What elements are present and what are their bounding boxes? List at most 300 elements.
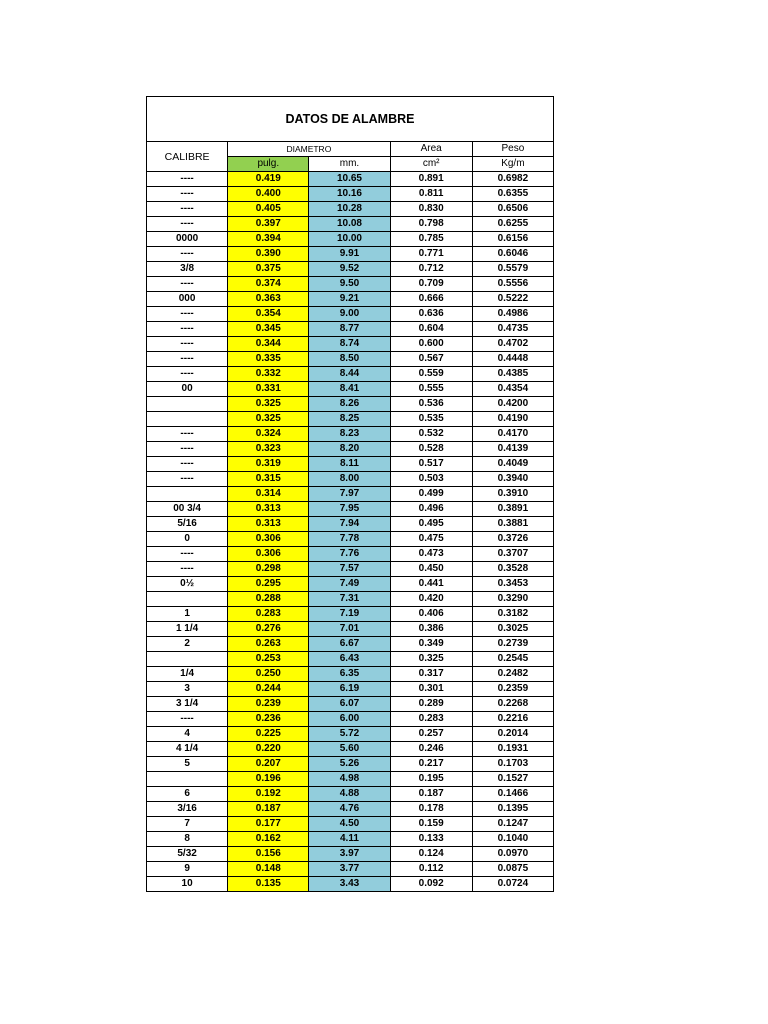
area-cell: 0.666 (390, 292, 472, 307)
table-row (147, 502, 554, 517)
table-row (147, 802, 554, 817)
mm-cell: 9.52 (309, 262, 390, 277)
calibre-cell: ---- (147, 322, 228, 337)
table-row (147, 352, 554, 367)
area-cell: 0.124 (390, 847, 472, 862)
calibre-cell (147, 592, 228, 607)
table-row (147, 667, 554, 682)
calibre-cell: 4 1/4 (147, 742, 228, 757)
pulg-cell: 0.345 (228, 322, 309, 337)
peso-cell: 0.0875 (472, 862, 553, 877)
mm-cell: 6.19 (309, 682, 390, 697)
pulg-cell: 0.375 (228, 262, 309, 277)
table-row (147, 682, 554, 697)
mm-cell: 7.31 (309, 592, 390, 607)
area-cell: 0.386 (390, 622, 472, 637)
calibre-cell: 10 (147, 877, 228, 892)
pulg-cell: 0.313 (228, 517, 309, 532)
calibre-cell (147, 652, 228, 667)
mm-cell: 8.26 (309, 397, 390, 412)
pulg-cell: 0.394 (228, 232, 309, 247)
area-header: Area (390, 142, 472, 157)
mm-cell: 5.26 (309, 757, 390, 772)
table-row (147, 382, 554, 397)
peso-cell: 0.3453 (472, 577, 553, 592)
calibre-cell: ---- (147, 352, 228, 367)
calibre-cell: ---- (147, 217, 228, 232)
area-cell: 0.567 (390, 352, 472, 367)
table-row (147, 517, 554, 532)
pulg-cell: 0.135 (228, 877, 309, 892)
mm-cell: 4.88 (309, 787, 390, 802)
peso-cell: 0.4354 (472, 382, 553, 397)
pulg-cell: 0.400 (228, 187, 309, 202)
calibre-cell: 8 (147, 832, 228, 847)
area-cell: 0.349 (390, 637, 472, 652)
pulg-cell: 0.405 (228, 202, 309, 217)
pulg-cell: 0.374 (228, 277, 309, 292)
mm-cell: 9.21 (309, 292, 390, 307)
peso-cell: 0.1247 (472, 817, 553, 832)
pulg-cell: 0.344 (228, 337, 309, 352)
peso-cell: 0.2739 (472, 637, 553, 652)
peso-cell: 0.3182 (472, 607, 553, 622)
area-cell: 0.891 (390, 172, 472, 187)
table-row (147, 772, 554, 787)
pulg-cell: 0.419 (228, 172, 309, 187)
calibre-cell: ---- (147, 442, 228, 457)
calibre-cell: 5 (147, 757, 228, 772)
calibre-cell: 00 (147, 382, 228, 397)
calibre-cell: ---- (147, 427, 228, 442)
calibre-cell: 1 (147, 607, 228, 622)
peso-cell: 0.6046 (472, 247, 553, 262)
area-cell: 0.496 (390, 502, 472, 517)
table-row (147, 202, 554, 217)
wire-data-table (146, 141, 554, 892)
pulg-cell: 0.313 (228, 502, 309, 517)
mm-cell: 7.76 (309, 547, 390, 562)
peso-cell: 0.6506 (472, 202, 553, 217)
table-row (147, 832, 554, 847)
pulg-cell: 0.325 (228, 397, 309, 412)
mm-cell: 7.57 (309, 562, 390, 577)
calibre-cell: 5/16 (147, 517, 228, 532)
area-cell: 0.159 (390, 817, 472, 832)
area-cell: 0.133 (390, 832, 472, 847)
peso-cell: 0.2359 (472, 682, 553, 697)
calibre-cell: ---- (147, 547, 228, 562)
peso-cell: 0.1395 (472, 802, 553, 817)
table-row (147, 427, 554, 442)
table-row (147, 247, 554, 262)
peso-cell: 0.6156 (472, 232, 553, 247)
pulg-cell: 0.332 (228, 367, 309, 382)
calibre-cell: ---- (147, 712, 228, 727)
pulg-cell: 0.192 (228, 787, 309, 802)
pulg-cell: 0.220 (228, 742, 309, 757)
pulg-cell: 0.363 (228, 292, 309, 307)
calibre-cell: ---- (147, 457, 228, 472)
sheet-title: DATOS DE ALAMBRE (146, 96, 554, 141)
pulg-cell: 0.177 (228, 817, 309, 832)
area-cell: 0.532 (390, 427, 472, 442)
calibre-header: CALIBRE (147, 142, 228, 172)
peso-cell: 0.1527 (472, 772, 553, 787)
pulg-cell: 0.207 (228, 757, 309, 772)
calibre-cell: 3 (147, 682, 228, 697)
peso-cell: 0.4986 (472, 307, 553, 322)
area-cell: 0.246 (390, 742, 472, 757)
peso-cell: 0.4049 (472, 457, 553, 472)
pulg-cell: 0.314 (228, 487, 309, 502)
calibre-cell (147, 412, 228, 427)
mm-cell: 7.19 (309, 607, 390, 622)
pulg-cell: 0.306 (228, 532, 309, 547)
table-row (147, 472, 554, 487)
area-cell: 0.441 (390, 577, 472, 592)
calibre-cell: ---- (147, 337, 228, 352)
area-cell: 0.092 (390, 877, 472, 892)
pulg-cell: 0.319 (228, 457, 309, 472)
table-row (147, 262, 554, 277)
pulg-cell: 0.250 (228, 667, 309, 682)
mm-cell: 4.98 (309, 772, 390, 787)
pulg-cell: 0.331 (228, 382, 309, 397)
calibre-cell (147, 487, 228, 502)
mm-cell: 3.43 (309, 877, 390, 892)
area-cell: 0.301 (390, 682, 472, 697)
peso-cell: 0.3881 (472, 517, 553, 532)
mm-cell: 8.74 (309, 337, 390, 352)
area-cell: 0.257 (390, 727, 472, 742)
calibre-cell: 4 (147, 727, 228, 742)
calibre-cell (147, 397, 228, 412)
mm-cell: 3.77 (309, 862, 390, 877)
mm-cell: 10.00 (309, 232, 390, 247)
pulg-cell: 0.315 (228, 472, 309, 487)
calibre-cell: 7 (147, 817, 228, 832)
mm-cell: 6.35 (309, 667, 390, 682)
area-cell: 0.604 (390, 322, 472, 337)
mm-cell: 4.76 (309, 802, 390, 817)
mm-cell: 8.00 (309, 472, 390, 487)
peso-cell: 0.5579 (472, 262, 553, 277)
calibre-cell: 3 1/4 (147, 697, 228, 712)
table-row (147, 577, 554, 592)
table-row (147, 277, 554, 292)
area-cell: 0.450 (390, 562, 472, 577)
peso-cell: 0.6982 (472, 172, 553, 187)
diametro-header: DIAMETRO (228, 142, 390, 157)
area-cell: 0.406 (390, 607, 472, 622)
calibre-cell: ---- (147, 562, 228, 577)
area-cell: 0.555 (390, 382, 472, 397)
peso-cell: 0.1931 (472, 742, 553, 757)
table-row (147, 652, 554, 667)
peso-cell: 0.2216 (472, 712, 553, 727)
table-row (147, 172, 554, 187)
table-body (147, 172, 554, 892)
mm-cell: 7.95 (309, 502, 390, 517)
area-cell: 0.495 (390, 517, 472, 532)
area-cell: 0.178 (390, 802, 472, 817)
pulg-cell: 0.335 (228, 352, 309, 367)
table-row (147, 817, 554, 832)
mm-cell: 8.20 (309, 442, 390, 457)
pulg-cell: 0.239 (228, 697, 309, 712)
table-row (147, 307, 554, 322)
peso-header: Peso (472, 142, 553, 157)
peso-cell: 0.4735 (472, 322, 553, 337)
pulg-cell: 0.162 (228, 832, 309, 847)
mm-cell: 9.00 (309, 307, 390, 322)
table-row (147, 217, 554, 232)
pulg-cell: 0.187 (228, 802, 309, 817)
table-row (147, 787, 554, 802)
mm-cell: 7.94 (309, 517, 390, 532)
peso-cell: 0.4385 (472, 367, 553, 382)
area-cell: 0.785 (390, 232, 472, 247)
calibre-cell: 6 (147, 787, 228, 802)
table-row (147, 547, 554, 562)
area-cell: 0.709 (390, 277, 472, 292)
peso-cell: 0.4448 (472, 352, 553, 367)
area-cell: 0.317 (390, 667, 472, 682)
mm-cell: 8.44 (309, 367, 390, 382)
calibre-cell: 0½ (147, 577, 228, 592)
table-row (147, 622, 554, 637)
area-cell: 0.536 (390, 397, 472, 412)
pulg-cell: 0.196 (228, 772, 309, 787)
area-cell: 0.283 (390, 712, 472, 727)
calibre-cell: 1/4 (147, 667, 228, 682)
table-row (147, 712, 554, 727)
area-cell: 0.289 (390, 697, 472, 712)
mm-cell: 6.43 (309, 652, 390, 667)
peso-cell: 0.2014 (472, 727, 553, 742)
pulg-cell: 0.244 (228, 682, 309, 697)
table-row (147, 487, 554, 502)
calibre-cell: 3/16 (147, 802, 228, 817)
calibre-cell: ---- (147, 307, 228, 322)
mm-cell: 10.08 (309, 217, 390, 232)
table-row (147, 637, 554, 652)
table-row (147, 847, 554, 862)
calibre-cell: ---- (147, 172, 228, 187)
peso-cell: 0.4170 (472, 427, 553, 442)
calibre-cell: 5/32 (147, 847, 228, 862)
mm-cell: 4.50 (309, 817, 390, 832)
calibre-cell: 0 (147, 532, 228, 547)
peso-cell: 0.3726 (472, 532, 553, 547)
mm-cell: 6.00 (309, 712, 390, 727)
area-cell: 0.528 (390, 442, 472, 457)
calibre-cell: 3/8 (147, 262, 228, 277)
calibre-cell: ---- (147, 472, 228, 487)
area-cell: 0.195 (390, 772, 472, 787)
peso-cell: 0.1040 (472, 832, 553, 847)
pulg-cell: 0.306 (228, 547, 309, 562)
mm-cell: 10.16 (309, 187, 390, 202)
table-row (147, 457, 554, 472)
peso-cell: 0.4139 (472, 442, 553, 457)
mm-header: mm. (309, 157, 390, 172)
pulg-cell: 0.323 (228, 442, 309, 457)
peso-cell: 0.4702 (472, 337, 553, 352)
area-cell: 0.600 (390, 337, 472, 352)
area-cell: 0.325 (390, 652, 472, 667)
pulg-cell: 0.276 (228, 622, 309, 637)
pulg-cell: 0.225 (228, 727, 309, 742)
calibre-cell: ---- (147, 277, 228, 292)
area-cell: 0.499 (390, 487, 472, 502)
pulg-cell: 0.253 (228, 652, 309, 667)
table-row (147, 397, 554, 412)
mm-cell: 6.67 (309, 637, 390, 652)
table-row (147, 322, 554, 337)
mm-cell: 4.11 (309, 832, 390, 847)
mm-cell: 8.25 (309, 412, 390, 427)
table-row (147, 532, 554, 547)
calibre-cell: 9 (147, 862, 228, 877)
mm-cell: 8.50 (309, 352, 390, 367)
calibre-cell: ---- (147, 367, 228, 382)
peso-cell: 0.1703 (472, 757, 553, 772)
pulg-cell: 0.397 (228, 217, 309, 232)
area-cell: 0.473 (390, 547, 472, 562)
area-cell: 0.535 (390, 412, 472, 427)
mm-cell: 10.28 (309, 202, 390, 217)
area-cell: 0.830 (390, 202, 472, 217)
area-cell: 0.636 (390, 307, 472, 322)
mm-cell: 7.97 (309, 487, 390, 502)
mm-cell: 8.41 (309, 382, 390, 397)
pulg-header: pulg. (228, 157, 309, 172)
mm-cell: 8.77 (309, 322, 390, 337)
pulg-cell: 0.148 (228, 862, 309, 877)
calibre-cell: 2 (147, 637, 228, 652)
table-row (147, 367, 554, 382)
table-row (147, 742, 554, 757)
area-unit-header: cm² (390, 157, 472, 172)
mm-cell: 8.23 (309, 427, 390, 442)
table-row (147, 232, 554, 247)
mm-cell: 5.60 (309, 742, 390, 757)
calibre-cell (147, 772, 228, 787)
mm-cell: 5.72 (309, 727, 390, 742)
table-row (147, 727, 554, 742)
calibre-cell: ---- (147, 202, 228, 217)
mm-cell: 3.97 (309, 847, 390, 862)
peso-cell: 0.5556 (472, 277, 553, 292)
pulg-cell: 0.288 (228, 592, 309, 607)
mm-cell: 6.07 (309, 697, 390, 712)
area-cell: 0.712 (390, 262, 472, 277)
table-row (147, 607, 554, 622)
table-row (147, 292, 554, 307)
peso-cell: 0.1466 (472, 787, 553, 802)
pulg-cell: 0.298 (228, 562, 309, 577)
peso-cell: 0.3025 (472, 622, 553, 637)
area-cell: 0.771 (390, 247, 472, 262)
pulg-cell: 0.325 (228, 412, 309, 427)
area-cell: 0.517 (390, 457, 472, 472)
calibre-cell: ---- (147, 187, 228, 202)
pulg-cell: 0.354 (228, 307, 309, 322)
calibre-cell: 0000 (147, 232, 228, 247)
peso-cell: 0.3528 (472, 562, 553, 577)
calibre-cell: ---- (147, 247, 228, 262)
area-cell: 0.217 (390, 757, 472, 772)
area-cell: 0.475 (390, 532, 472, 547)
pulg-cell: 0.390 (228, 247, 309, 262)
area-cell: 0.559 (390, 367, 472, 382)
peso-cell: 0.3891 (472, 502, 553, 517)
peso-cell: 0.3707 (472, 547, 553, 562)
peso-cell: 0.0970 (472, 847, 553, 862)
calibre-cell: 1 1/4 (147, 622, 228, 637)
area-cell: 0.420 (390, 592, 472, 607)
peso-unit-header: Kg/m (472, 157, 553, 172)
table-row (147, 757, 554, 772)
peso-cell: 0.2545 (472, 652, 553, 667)
area-cell: 0.811 (390, 187, 472, 202)
pulg-cell: 0.263 (228, 637, 309, 652)
peso-cell: 0.3910 (472, 487, 553, 502)
peso-cell: 0.5222 (472, 292, 553, 307)
peso-cell: 0.2268 (472, 697, 553, 712)
area-cell: 0.112 (390, 862, 472, 877)
table-row (147, 877, 554, 892)
mm-cell: 9.91 (309, 247, 390, 262)
calibre-cell: 00 3/4 (147, 502, 228, 517)
calibre-cell: 000 (147, 292, 228, 307)
header-row-1 (147, 142, 554, 157)
table-row (147, 442, 554, 457)
peso-cell: 0.3290 (472, 592, 553, 607)
area-cell: 0.503 (390, 472, 472, 487)
pulg-cell: 0.324 (228, 427, 309, 442)
mm-cell: 10.65 (309, 172, 390, 187)
table-row (147, 592, 554, 607)
table-row (147, 337, 554, 352)
wire-data-sheet (146, 96, 554, 892)
table-row (147, 562, 554, 577)
table-row (147, 862, 554, 877)
pulg-cell: 0.283 (228, 607, 309, 622)
peso-cell: 0.6255 (472, 217, 553, 232)
table-row (147, 697, 554, 712)
pulg-cell: 0.236 (228, 712, 309, 727)
peso-cell: 0.3940 (472, 472, 553, 487)
mm-cell: 7.49 (309, 577, 390, 592)
pulg-cell: 0.156 (228, 847, 309, 862)
table-row (147, 412, 554, 427)
pulg-cell: 0.295 (228, 577, 309, 592)
mm-cell: 7.01 (309, 622, 390, 637)
mm-cell: 9.50 (309, 277, 390, 292)
peso-cell: 0.4200 (472, 397, 553, 412)
area-cell: 0.187 (390, 787, 472, 802)
peso-cell: 0.4190 (472, 412, 553, 427)
peso-cell: 0.6355 (472, 187, 553, 202)
peso-cell: 0.0724 (472, 877, 553, 892)
mm-cell: 8.11 (309, 457, 390, 472)
mm-cell: 7.78 (309, 532, 390, 547)
area-cell: 0.798 (390, 217, 472, 232)
peso-cell: 0.2482 (472, 667, 553, 682)
